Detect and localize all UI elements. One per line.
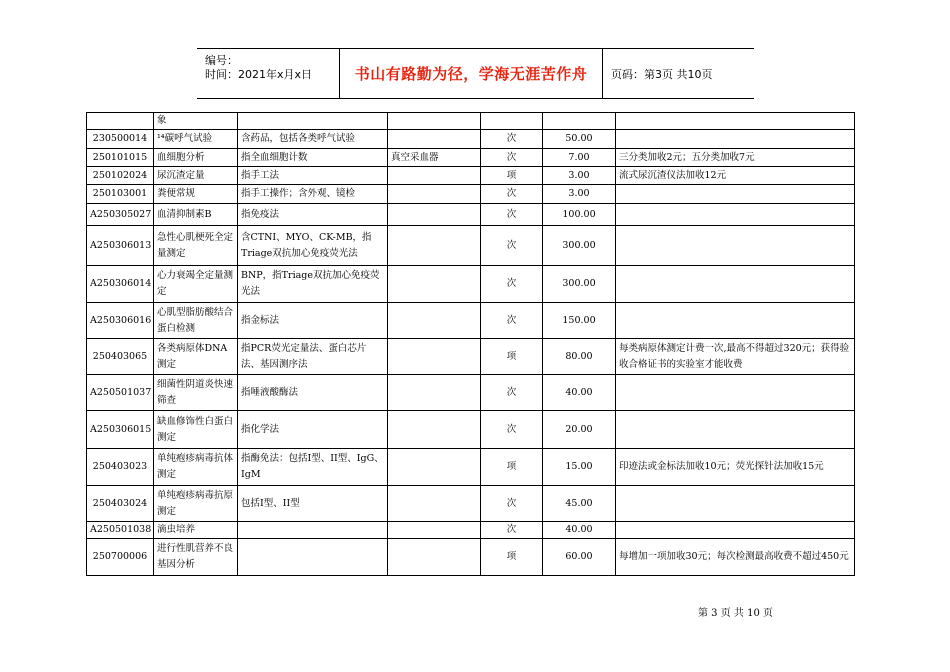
cell-note: [616, 303, 855, 339]
cell-content: 指金标法: [238, 303, 388, 339]
cell-item-name: 滴虫培养: [154, 522, 238, 539]
table-row: [87, 185, 855, 204]
cell-price: 60.00: [543, 539, 616, 576]
cell-item-name: 急性心肌梗死全定量测定: [154, 226, 238, 266]
cell-code: 250102024: [87, 167, 154, 185]
cell-excluded: [388, 522, 481, 539]
cell-note: [616, 185, 855, 204]
cell-note: [616, 375, 855, 411]
table-row: [87, 339, 855, 375]
cell-excluded: [388, 539, 481, 576]
cell-item-name: 象: [154, 113, 238, 130]
cell-excluded: [388, 486, 481, 522]
cell-content: 指手工操作；含外观、镜检: [238, 185, 388, 204]
cell-excluded: [388, 266, 481, 303]
table-row: [87, 149, 855, 167]
cell-note: 每类病原体测定计费一次,最高不得超过320元；获得验收合格证书的实验室才能收费: [616, 339, 855, 375]
cell-content: 含药品，包括各类呼气试验: [238, 130, 388, 149]
cell-price: 15.00: [543, 449, 616, 486]
table-row: [87, 204, 855, 226]
cell-content: 包括I型、II型: [238, 486, 388, 522]
cell-price: 3.00: [543, 185, 616, 204]
cell-item-name: 单纯疱疹病毒抗原测定: [154, 486, 238, 522]
cell-item-name: 心肌型脂肪酸结合蛋白检测: [154, 303, 238, 339]
header-info: [197, 49, 339, 98]
time-label: 时间：2021年x月x日: [205, 68, 313, 81]
cell-content: 指PCR荧光定量法、蛋白芯片法、基因测序法: [238, 339, 388, 375]
header-motto-box: [339, 49, 603, 98]
cell-note: 流式尿沉渣仪法加收12元: [616, 167, 855, 185]
cell-content: 指化学法: [238, 411, 388, 449]
cell-code: A250501037: [87, 375, 154, 411]
table-row: [87, 522, 855, 539]
cell-excluded: 真空采血器: [388, 149, 481, 167]
cell-price: [543, 113, 616, 130]
cell-price: 80.00: [543, 339, 616, 375]
cell-code: A250306016: [87, 303, 154, 339]
table-row: [87, 375, 855, 411]
cell-unit: 次: [481, 303, 543, 339]
fee-table-body: [87, 113, 855, 576]
cell-note: [616, 411, 855, 449]
cell-price: 40.00: [543, 522, 616, 539]
cell-content: [238, 539, 388, 576]
cell-note: [616, 522, 855, 539]
cell-unit: 次: [481, 486, 543, 522]
table-row: [87, 411, 855, 449]
cell-unit: 次: [481, 130, 543, 149]
cell-price: 45.00: [543, 486, 616, 522]
cell-unit: 次: [481, 226, 543, 266]
table-row: [87, 449, 855, 486]
cell-content: 指酶免法：包括I型、II型、IgG、IgM: [238, 449, 388, 486]
cell-excluded: [388, 375, 481, 411]
cell-item-name: ¹⁴碳呼气试验: [154, 130, 238, 149]
cell-excluded: [388, 130, 481, 149]
cell-excluded: [388, 411, 481, 449]
table-row: [87, 113, 855, 130]
cell-excluded: [388, 113, 481, 130]
table-row: [87, 486, 855, 522]
cell-item-name: 单纯疱疹病毒抗体测定: [154, 449, 238, 486]
cell-content: 指手工法: [238, 167, 388, 185]
table-row: [87, 266, 855, 303]
table-row: [87, 130, 855, 149]
cell-code: A250306013: [87, 226, 154, 266]
cell-item-name: 粪便常规: [154, 185, 238, 204]
cell-content: 指免疫法: [238, 204, 388, 226]
cell-item-name: 进行性肌营养不良基因分析: [154, 539, 238, 576]
cell-price: 300.00: [543, 226, 616, 266]
cell-excluded: [388, 226, 481, 266]
cell-unit: 次: [481, 204, 543, 226]
cell-unit: 次: [481, 375, 543, 411]
cell-code: 250403065: [87, 339, 154, 375]
cell-code: A250306015: [87, 411, 154, 449]
cell-price: 300.00: [543, 266, 616, 303]
cell-item-name: 血细胞分析: [154, 149, 238, 167]
cell-note: 印迹法或金标法加收10元；荧光探针法加收15元: [616, 449, 855, 486]
cell-excluded: [388, 339, 481, 375]
cell-code: 250700006: [87, 539, 154, 576]
cell-unit: 次: [481, 411, 543, 449]
cell-price: 3.00: [543, 167, 616, 185]
cell-note: [616, 204, 855, 226]
cell-code: 250101015: [87, 149, 154, 167]
cell-content: 指全血细胞计数: [238, 149, 388, 167]
cell-content: [238, 113, 388, 130]
cell-note: [616, 130, 855, 149]
cell-code: 250103001: [87, 185, 154, 204]
cell-note: [616, 486, 855, 522]
cell-code: A250306014: [87, 266, 154, 303]
cell-code: 230500014: [87, 130, 154, 149]
table-row: [87, 303, 855, 339]
cell-price: 40.00: [543, 375, 616, 411]
cell-note: 三分类加收2元；五分类加收7元: [616, 149, 855, 167]
table-row: [87, 226, 855, 266]
cell-content: BNP，指Triage双抗加心免疫荧光法: [238, 266, 388, 303]
cell-item-name: 尿沉渣定量: [154, 167, 238, 185]
cell-unit: 次: [481, 185, 543, 204]
cell-unit: 项: [481, 449, 543, 486]
cell-item-name: 缺血修饰性白蛋白测定: [154, 411, 238, 449]
cell-unit: 次: [481, 149, 543, 167]
cell-note: [616, 113, 855, 130]
cell-unit: 项: [481, 167, 543, 185]
cell-note: [616, 226, 855, 266]
page-footer: 第 3 页 共 10 页: [698, 608, 773, 619]
table-row: [87, 167, 855, 185]
cell-code: 250403023: [87, 449, 154, 486]
cell-unit: 项: [481, 539, 543, 576]
fee-table: [86, 112, 855, 576]
cell-code: 250403024: [87, 486, 154, 522]
motto-text: 书山有路勤为径，学海无涯苦作舟: [354, 65, 588, 83]
cell-price: 7.00: [543, 149, 616, 167]
cell-code: A250305027: [87, 204, 154, 226]
cell-content: 含CTNI、MYO、CK-MB，指Triage双抗加心免疫荧光法: [238, 226, 388, 266]
cell-excluded: [388, 449, 481, 486]
cell-item-name: 血清抑制素B: [154, 204, 238, 226]
cell-content: [238, 522, 388, 539]
cell-excluded: [388, 185, 481, 204]
cell-code: [87, 113, 154, 130]
cell-price: 100.00: [543, 204, 616, 226]
cell-unit: [481, 113, 543, 130]
number-label: 编号：: [205, 54, 238, 67]
cell-excluded: [388, 204, 481, 226]
cell-excluded: [388, 303, 481, 339]
cell-price: 20.00: [543, 411, 616, 449]
cell-note: 每增加一项加收30元；每次检测最高收费不超过450元: [616, 539, 855, 576]
cell-price: 50.00: [543, 130, 616, 149]
cell-code: A250501038: [87, 522, 154, 539]
cell-item-name: 细菌性阴道炎快速筛查: [154, 375, 238, 411]
cell-content: 指唾液酸酶法: [238, 375, 388, 411]
cell-price: 150.00: [543, 303, 616, 339]
table-row: [87, 539, 855, 576]
cell-item-name: 心力衰竭全定量测定: [154, 266, 238, 303]
cell-excluded: [388, 167, 481, 185]
page-indicator: 页码：第3页 共10页: [611, 67, 713, 81]
cell-unit: 项: [481, 339, 543, 375]
cell-note: [616, 266, 855, 303]
cell-item-name: 各类病原体DNA测定: [154, 339, 238, 375]
cell-unit: 次: [481, 522, 543, 539]
cell-unit: 次: [481, 266, 543, 303]
page-header: [197, 48, 754, 99]
